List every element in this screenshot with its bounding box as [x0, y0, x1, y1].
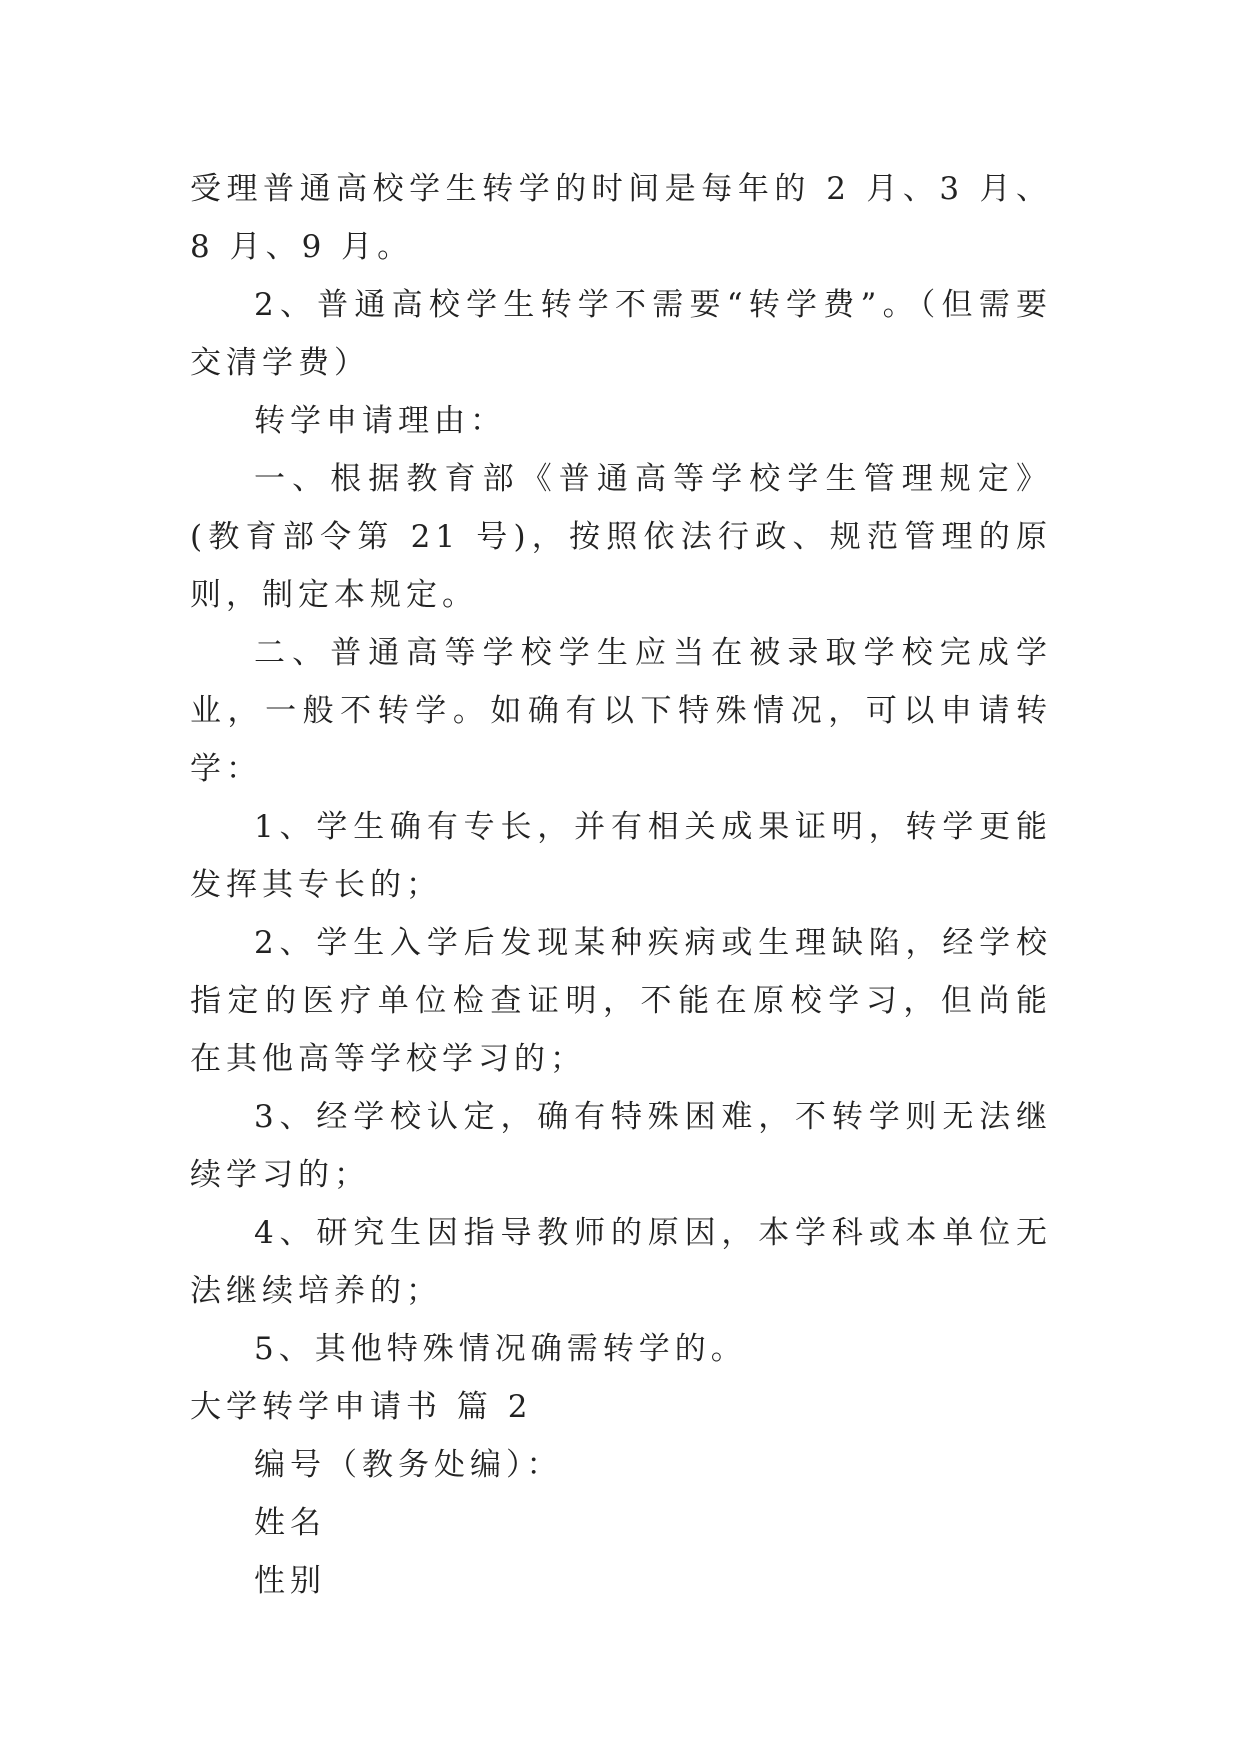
paragraph-rule-two: 二、普通高等学校学生应当在被录取学校完成学业，一般不转学。如确有以下特殊情况，可以申请转学：	[190, 635, 1052, 787]
paragraph-rule-one: 一、根据教育部《普通高等学校学生管理规定》(教育部令第 21 号)，按照依法行政、规范管理的原则，制定本规定。	[190, 461, 1052, 613]
form-field-name: 姓名	[254, 1505, 326, 1541]
paragraph-reasons-title: 转学申请理由：	[254, 403, 506, 439]
paragraph-case-5: 5、其他特殊情况确需转学的。	[254, 1331, 747, 1367]
paragraph-case-2: 2、学生入学后发现某种疾病或生理缺陷，经学校指定的医疗单位检查证明，不能在原校学习，但尚能在其他高等学校学习的；	[190, 925, 1052, 1077]
paragraph-case-3: 3、经学校认定，确有特殊困难，不转学则无法继续学习的；	[190, 1099, 1052, 1193]
paragraph-case-4: 4、研究生因指导教师的原因，本学科或本单位无法继续培养的；	[190, 1215, 1052, 1309]
paragraph-transfer-fee: 2、普通高校学生转学不需要“转学费”。（但需要交清学费）	[190, 287, 1052, 381]
section-heading: 大学转学申请书 篇 2	[190, 1389, 533, 1425]
paragraph-transfer-time: 受理普通高校学生转学的时间是每年的 2 月、3 月、8 月、9 月。	[190, 171, 1052, 265]
document-body	[190, 160, 1052, 1610]
form-field-number: 编号（教务处编）：	[254, 1447, 563, 1483]
form-field-gender: 性别	[254, 1563, 326, 1599]
paragraph-case-1: 1、学生确有专长，并有相关成果证明，转学更能发挥其专长的；	[190, 809, 1052, 903]
